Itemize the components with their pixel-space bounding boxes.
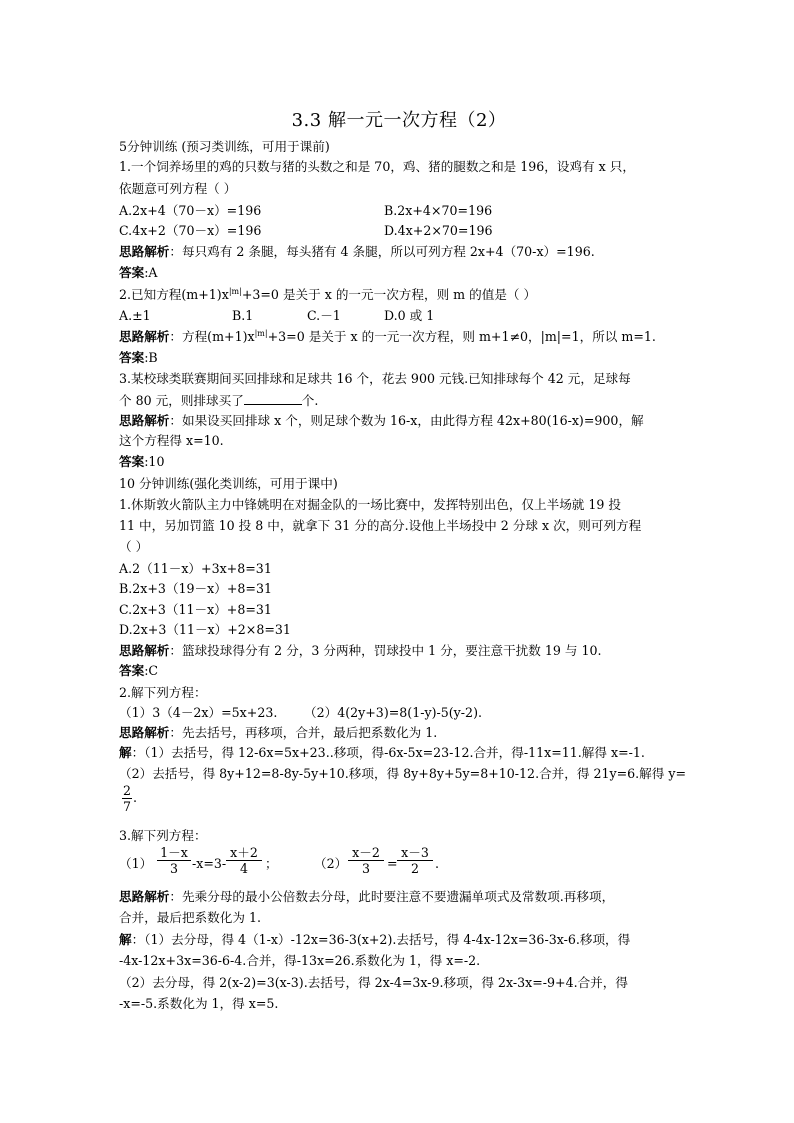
fraction-2-7 — [122, 783, 132, 814]
section-2-header: 10 分钟训练(强化类训练，可用于课中) — [119, 476, 338, 491]
s2-q3-p2: （2） — [314, 856, 348, 871]
analysis-exponent: |m| — [254, 329, 268, 338]
fraction-denominator: 3 — [169, 861, 178, 876]
s2-q3-analysis — [119, 890, 614, 904]
q3-stem-a: 个 80 元，则排球买了 — [119, 393, 244, 408]
s2-q2-equations — [119, 705, 482, 720]
s2-q1-option-c: C.2x+3（11－x）+8=31 — [119, 602, 272, 617]
fraction-numerator: 1－x — [160, 845, 188, 860]
s2-q1-answer — [119, 664, 158, 678]
s2-q3-analysis-line2: 合并，最后把系数化为 1. — [119, 910, 261, 925]
s2-q1-stem-line3: （ ） — [119, 539, 149, 554]
fraction-denominator: 4 — [239, 861, 248, 876]
s2-q3-solution-1 — [119, 933, 630, 947]
q2-analysis — [119, 330, 656, 344]
q1-analysis — [119, 245, 595, 259]
q2-options — [119, 308, 435, 323]
s2-q1-option-d: D.2x+3（11－x）+2×8=31 — [119, 622, 291, 637]
answer-label: 答案 — [119, 350, 145, 365]
solution-text: ：（1）去括号，得 12-6x=5x+23..移项，得-6x-5x=23-12.合并，得-11x=11.解得 x=-1. — [131, 745, 645, 760]
q2-exponent: |m| — [228, 287, 242, 296]
q2-option-c: C.－1 — [307, 308, 341, 323]
q3-stem-line2 — [119, 393, 318, 408]
q3-stem-line1: 3.某校球类联赛期间买回排球和足球共 16 个，花去 900 元钱.已知排球每个 42 元，足球每 — [119, 371, 631, 386]
s2-q2-eq1: （1）3（4－2x）=5x+23. — [119, 705, 278, 720]
q2-option-a: A.±1 — [119, 308, 151, 323]
q3-analysis — [119, 414, 644, 428]
answer-label: 答案 — [119, 265, 145, 280]
analysis-text: ：每只鸡有 2 条腿，每头猪有 4 条腿，所以可列方程 2x+4（70-x）=196. — [169, 244, 595, 259]
equals-sign: = — [387, 856, 398, 871]
fraction-1 — [157, 845, 191, 876]
analysis-text: ：先乘分母的最小公倍数去分母，此时要注意不要遗漏单项式及常数项.再移项， — [169, 889, 615, 904]
s2-q3-p1: （1） — [119, 856, 153, 871]
analysis-label: 思路解析 — [119, 643, 170, 658]
fraction-tail: . — [133, 790, 138, 805]
fraction-3 — [348, 845, 384, 876]
s2-q1-analysis — [119, 644, 602, 658]
s2-q3-solution-1b: -4x-12x+3x=36-6-4.合并，得-13x=26.系数化为 1，得 x=-2. — [119, 953, 481, 968]
s2-q1-stem-line2: 11 中，另加罚篮 10 投 8 中，就拿下 31 分的高分.设他上半场投中 2 分球 x 次，则可列方程 — [119, 518, 642, 533]
fraction-numerator: x＋2 — [230, 845, 258, 860]
answer-text: :A — [144, 265, 158, 280]
q1-option-b: B.2x+4×70=196 — [384, 203, 493, 218]
s2-q1-stem-line1: 1.休斯敦火箭队主力中锋姚明在对掘金队的一场比赛中，发挥特别出色，仅上半场就 19 投 — [119, 497, 622, 512]
equation-middle: -x=3- — [192, 856, 227, 871]
analysis-label: 思路解析 — [119, 725, 170, 740]
answer-text: :C — [144, 663, 159, 678]
q3-answer — [119, 455, 164, 469]
analysis-text: ：篮球投球得分有 2 分，3 分两种，罚球投中 1 分，要注意干扰数 19 与 10. — [169, 643, 602, 658]
period: . — [435, 856, 440, 871]
analysis-text: ：先去括号，再移项，合并，最后把系数化为 1. — [169, 725, 438, 740]
semicolon: ； — [265, 856, 278, 871]
analysis-text: ：如果设买回排球 x 个，则足球个数为 16-x，由此得方程 42x+80(16-x)=900，解 — [169, 413, 644, 428]
q3-stem-b: 个. — [301, 393, 319, 408]
section-1-header: 5分钟训练 (预习类训练，可用于课前) — [119, 139, 330, 154]
fraction-numerator: x－3 — [401, 845, 429, 860]
q2-option-b: B.1 — [232, 308, 254, 323]
answer-text: :10 — [144, 454, 165, 469]
s2-q2-solution-2: （2）去括号，得 8y+12=8-8y-5y+10.移项，得 8y+8y+5y=8+10-12.合并，得 21y=6.解得 y= — [119, 766, 687, 781]
s2-q2-eq2: （2）4(2y+3)=8(1-y)-5(y-2). — [304, 705, 482, 720]
answer-label: 答案 — [119, 663, 145, 678]
fraction-numerator: 2 — [122, 783, 131, 798]
fraction-2 — [226, 845, 262, 876]
s2-q2-solution-1 — [119, 746, 645, 760]
q1-stem-line1: 1.一个饲养场里的鸡的只数与猪的头数之和是 70，鸡、猪的腿数之和是 196，设鸡有 x 只， — [119, 159, 635, 174]
q2-option-d: D.0 或 1 — [384, 308, 435, 323]
fraction-denominator: 3 — [361, 861, 370, 876]
document-title: 3.3 解一元一次方程（2） — [291, 110, 507, 131]
q1-answer — [119, 266, 158, 280]
s2-q1-option-a: A.2（11－x）+3x+8=31 — [119, 561, 272, 576]
s2-q3-stem: 3.解下列方程： — [119, 828, 207, 843]
s2-q1-option-b: B.2x+3（19－x）+8=31 — [119, 581, 272, 596]
q1-option-c: C.4x+2（70－x）=196 — [119, 223, 262, 238]
q2-stem — [119, 288, 536, 302]
answer-text: :B — [144, 350, 158, 365]
q1-option-d: D.4x+2×70=196 — [384, 223, 493, 238]
fraction-denominator: 2 — [410, 861, 419, 876]
solution-text: ：（1）去分母，得 4（1-x）-12x=36-3(x+2).去括号，得 4-4x-12x=36-3x-6.移项，得 — [131, 932, 631, 947]
s2-q2-stem: 2.解下列方程： — [119, 685, 207, 700]
analysis-label: 思路解析 — [119, 889, 170, 904]
analysis-text-b: +3=0 是关于 x 的一元一次方程，则 m+1≠0，|m|=1，所以 m=1. — [267, 329, 656, 344]
q2-answer — [119, 351, 158, 365]
analysis-label: 思路解析 — [119, 244, 170, 259]
q1-stem-line2: 依题意可列方程（ ） — [119, 181, 237, 196]
fraction-numerator: x－2 — [352, 845, 380, 860]
s2-q2-analysis — [119, 726, 437, 740]
s2-q3-solution-2: （2）去分母，得 2(x-2)=3(x-3).去括号，得 2x-4=3x-9.移项，得 2x-3x=-9+4.合并，得 — [119, 975, 628, 990]
q1-option-a: A.2x+4（70－x）=196 — [119, 203, 262, 218]
q2-stem-a: 2.已知方程(m+1)x — [119, 287, 229, 302]
fraction-4 — [397, 845, 433, 876]
fill-in-blank — [244, 393, 302, 405]
answer-label: 答案 — [119, 454, 145, 469]
analysis-label: 思路解析 — [119, 329, 170, 344]
analysis-label: 思路解析 — [119, 413, 170, 428]
solution-label: 解 — [119, 932, 132, 947]
analysis-text-a: ：方程(m+1)x — [169, 329, 255, 344]
fraction-denominator: 7 — [122, 799, 131, 814]
s2-q3-solution-2b: -x=-5.系数化为 1，得 x=5. — [119, 996, 279, 1011]
q3-analysis-line2: 这个方程得 x=10. — [119, 433, 224, 448]
solution-label: 解 — [119, 745, 132, 760]
q2-stem-b: +3=0 是关于 x 的一元一次方程，则 m 的值是（ ） — [241, 287, 537, 302]
q1-option-row1 — [119, 203, 493, 218]
q1-option-row2 — [119, 223, 493, 238]
